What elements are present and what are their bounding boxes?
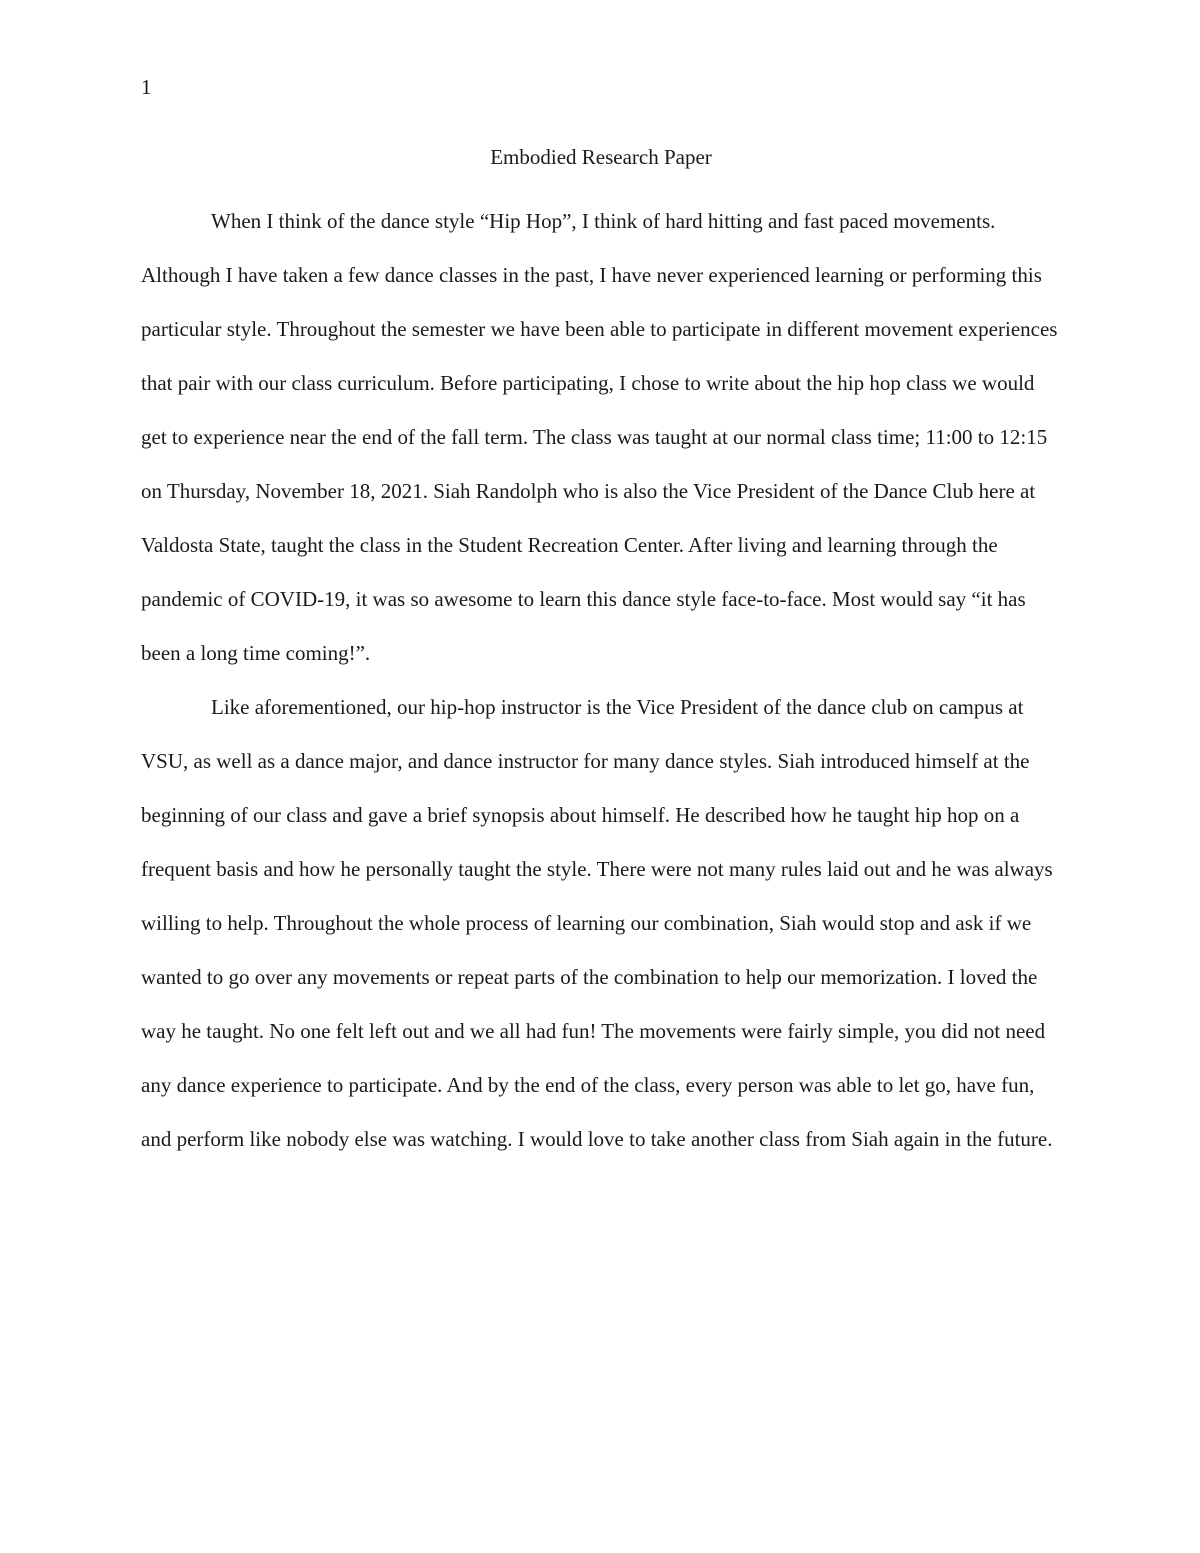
paragraph-2: Like aforementioned, our hip-hop instructor is the Vice President of the dance club on campus at VSU, as well as a dance major, and dance instructor for many dance styles. Siah introduced himself at the beginning of our class and gave a brief synopsis about himself. He described how he taught hip hop on a frequent basis and how he personally taught the style. There were not many rules laid out and he was always willing to help. Throughout the whole process of learning our combination, Siah would stop and ask if we wanted to go over any movements or repeat parts of the combination to help our memorization. I loved the way he taught. No one felt left out and we all had fun! The movements were fairly simple, you did not need any dance experience to participate. And by the end of the class, every person was able to let go, have fun, and perform like nobody else was watching. I would love to take another class from Siah again in the future. xyxy=(141,695,1053,1151)
page-number: 1 xyxy=(141,75,152,99)
paragraph-1: When I think of the dance style “Hip Hop”, I think of hard hitting and fast paced movements. Although I have taken a few dance classes in the past, I have never experienced learning or performing this particular style. Throughout the semester we have been able to participate in different movement experiences that pair with our class curriculum. Before participating, I chose to write about the hip hop class we would get to experience near the end of the fall term. The class was taught at our normal class time; 11:00 to 12:15 on Thursday, November 18, 2021. Siah Randolph who is also the Vice President of the Dance Club here at Valdosta State, taught the class in the Student Recreation Center. After living and learning through the pandemic of COVID-19, it was so awesome to learn this dance style face-to-face. Most would say “it has been a long time coming!”. xyxy=(141,209,1058,665)
document-body xyxy=(141,140,1061,1166)
document-title: Embodied Research Paper xyxy=(490,145,712,169)
